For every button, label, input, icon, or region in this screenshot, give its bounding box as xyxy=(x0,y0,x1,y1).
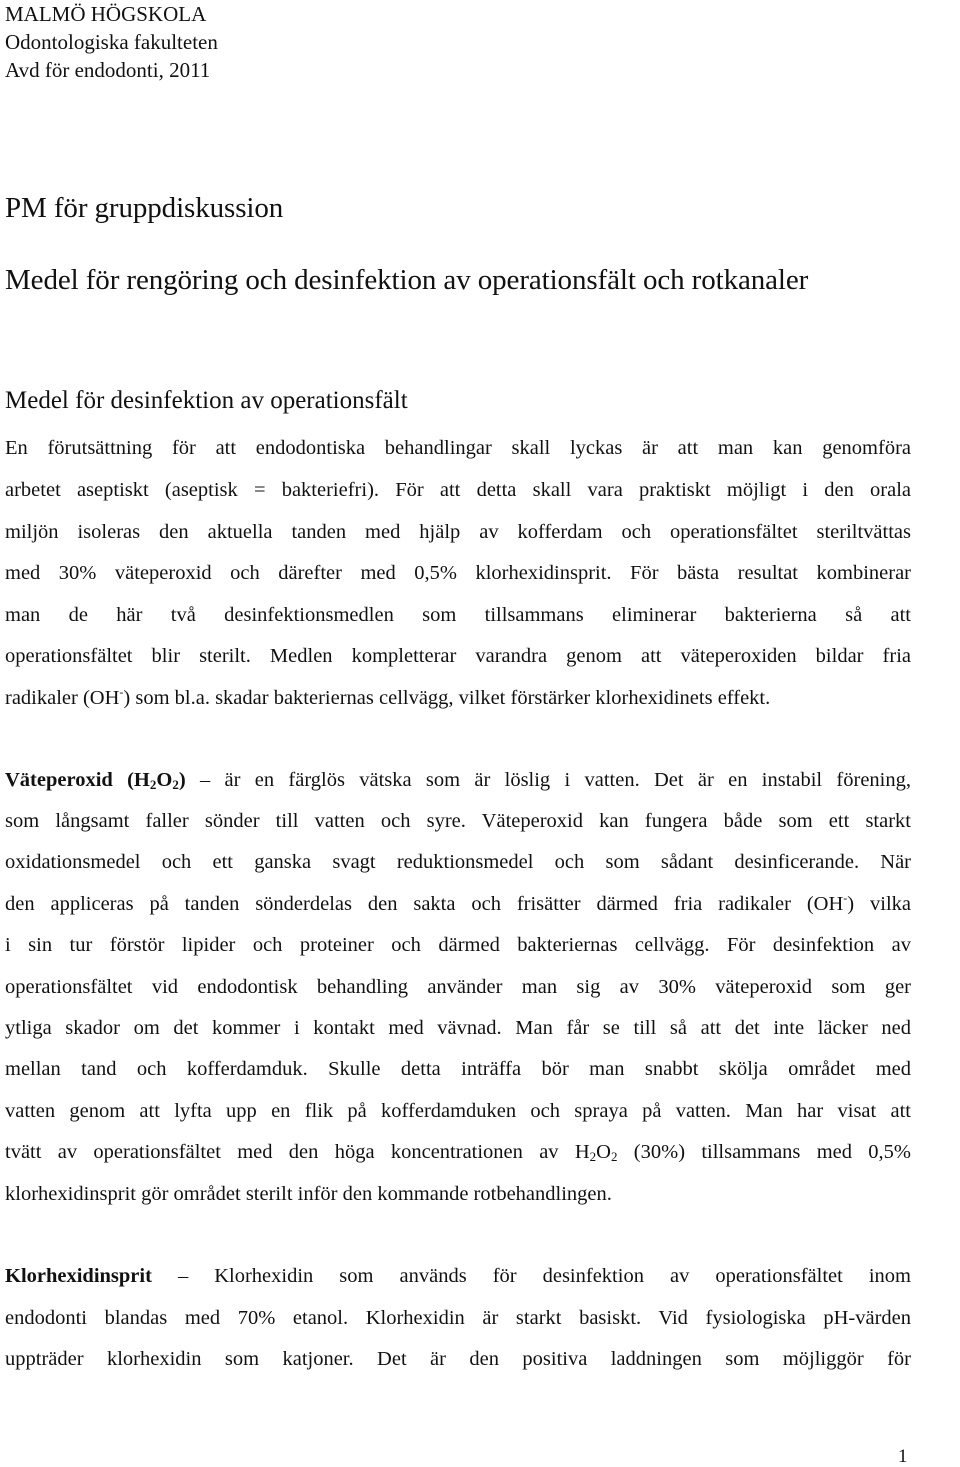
superscript: - xyxy=(843,891,848,905)
paragraph-line: mellan tand och kofferdamduk. Skulle detta inträffa bör man snabbt skölja området med xyxy=(5,1058,911,1080)
document-title: PM för gruppdiskussion xyxy=(5,192,284,224)
paragraph-line-klorhexidinsprit: Klorhexidinsprit – Klorhexidin som används för desinfektion av operationsfältet inom xyxy=(5,1265,911,1287)
superscript: - xyxy=(119,685,124,699)
paragraph-line: med 30% väteperoxid och därefter med 0,5% klorhexidinsprit. För bästa resultat kombinerar xyxy=(5,562,911,584)
text-segment: radikaler (OH xyxy=(5,687,120,709)
institution-header xyxy=(5,0,218,84)
paragraph-line: miljön isoleras den aktuella tanden med hjälp av kofferdam och operationsfältet steriltvättas xyxy=(5,521,911,543)
department-name: Avd för endodonti, 2011 xyxy=(5,58,211,82)
paragraph-line: i sin tur förstör lipider och proteiner och därmed bakteriernas cellvägg. För desinfektion av xyxy=(5,934,911,956)
paragraph-line: arbetet aseptiskt (aseptisk = bakteriefri). För att detta skall vara praktiskt möjligt i den orala xyxy=(5,479,911,501)
paragraph-line: ytliga skador om det kommer i kontakt med vävnad. Man får se till så att det inte läcker ned xyxy=(5,1017,911,1039)
paragraph-line: endodonti blandas med 70% etanol. Klorhexidin är starkt basiskt. Vid fysiologiska pH-värden xyxy=(5,1307,911,1329)
paragraph-line: vatten genom att lyfta upp en flik på kofferdamduken och spraya på vatten. Man har visat att xyxy=(5,1100,911,1122)
text-segment: – är en färglös vätska som är löslig i vatten. Det är en instabil förening, xyxy=(185,769,911,791)
term-klorhexidinsprit: Klorhexidinsprit xyxy=(5,1265,152,1287)
university-name: MALMÖ HÖGSKOLA xyxy=(5,2,207,26)
section-heading-operationsfalt: Medel för desinfektion av operationsfält xyxy=(5,387,408,414)
paragraph-line-last xyxy=(5,683,911,713)
paragraph-line: tvätt av operationsfältet med den höga koncentrationen av $H_2O_2$ (30%) tillsammans med 0,5% xyxy=(5,1141,911,1164)
paragraph-line: operationsfältet blir sterilt. Medlen kompletterar varandra genom att väteperoxiden bildar fria xyxy=(5,645,911,667)
paragraph-line-last: klorhexidinsprit gör området sterilt inför den kommande rotbehandlingen. xyxy=(5,1183,612,1205)
document-subtitle: Medel för rengöring och desinfektion av operationsfält och rotkanaler xyxy=(5,264,809,296)
paragraph-line: man de här två desinfektionsmedlen som tillsammans eliminerar bakterierna så att xyxy=(5,604,911,626)
term-vateperoxid: Väteperoxid $(H_2O_2)$ xyxy=(5,769,186,792)
paragraph-line: som långsamt faller sönder till vatten och syre. Väteperoxid kan fungera både som ett starkt xyxy=(5,810,911,832)
page-number: 1 xyxy=(898,1446,908,1467)
paragraph-line: oxidationsmedel och ett ganska svagt reduktionsmedel och som sådant desinficerande. När xyxy=(5,851,911,873)
faculty-name: Odontologiska fakulteten xyxy=(5,30,218,54)
paragraph-line-vateperoxid xyxy=(5,765,911,795)
paragraph-line: En förutsättning för att endodontiska behandlingar skall lyckas är att man kan genomföra xyxy=(5,437,911,459)
text-segment: ) som bl.a. skadar bakteriernas cellvägg, vilket förstärker klorhexidinets effekt. xyxy=(123,687,771,709)
paragraph-line: den appliceras på tanden sönderdelas den sakta och frisätter därmed fria radikaler (OH-) vilka xyxy=(5,891,911,915)
paragraph-line: operationsfältet vid endodontisk behandling använder man sig av 30% väteperoxid som ger xyxy=(5,976,911,998)
paragraph-line: uppträder klorhexidin som katjoner. Det är den positiva laddningen som möjliggör för xyxy=(5,1348,911,1370)
